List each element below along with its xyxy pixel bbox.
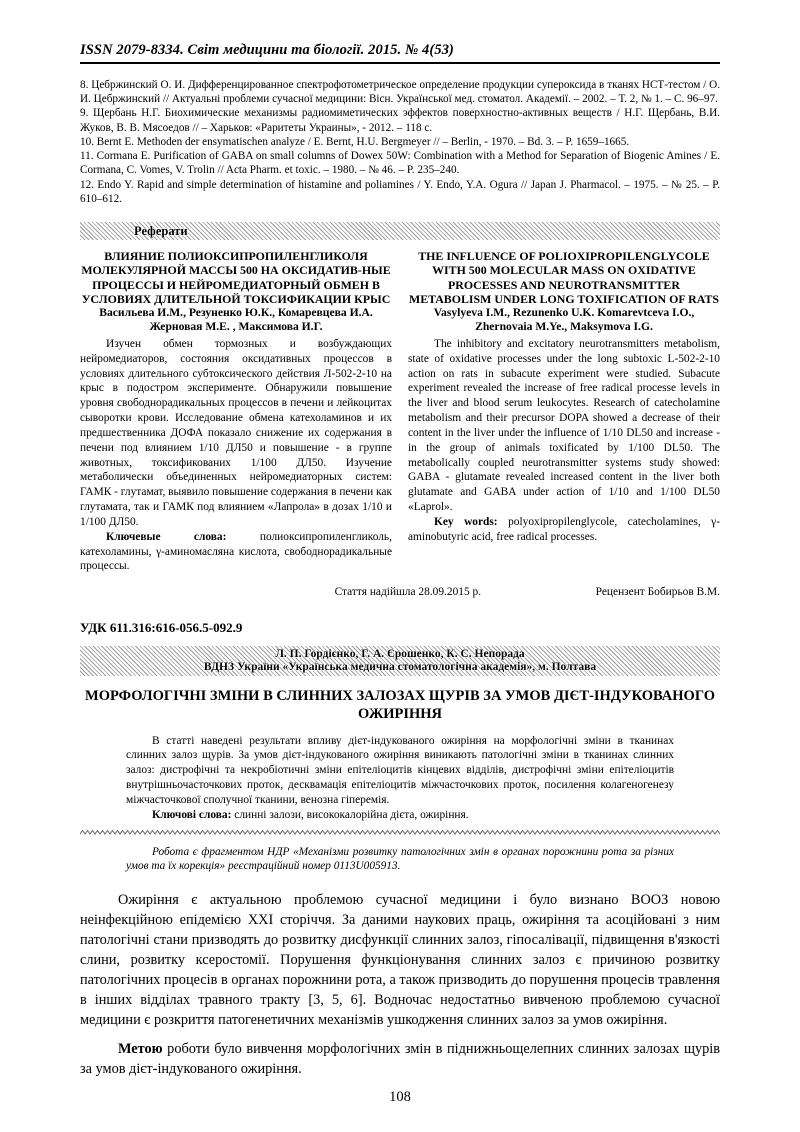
abstract-en-keywords: [408, 515, 720, 545]
article-abstract-ua: [126, 734, 674, 823]
abstract-en-body: The inhibitory and excitatory neurotransmitters metabolism, state of oxidative processes under the long subtoxic L-502-2-10 action on rats in subacute experiment were studied. Subacute experiment revealed the increase of free radical processe levels in the liver and blood serum leukocytes. Research of catecholamine metabolism and their precursor DOPA showed a decrease of their content in the liver under the influence of 1/10 DL50 and increase - in the group of animals toxificated by 1/100 DL50. The metabolically coupled neurotransmitter systems study showed: GABA - glutamate revealed increased content in the liver both glutamate and GABA under action of 1/10 and 1/100 DL50 «Laprol».: [408, 337, 720, 514]
article-keywords-ua: [126, 808, 674, 823]
abstract-ru-authors: Васильева И.М., Резуненко Ю.К., Комаревцева И.А. Жерновая М.Е. , Максимова И.Г.: [99, 306, 373, 333]
article-body: [80, 890, 720, 1079]
abstract-ru-keywords-value: полиоксипропиленгликоль, катехоламины, γ-аминомасляна кислота, свободнорадикальные процессы.: [80, 530, 392, 573]
reference-item: 9. Щербань Н.Г. Биохимические механизмы радиомиметических эффектов поверхностно-активных веществ / Н.Г. Щербань, В.И. Жуков, В. В. Мясоедов // – Харьков: «Раритеты Украины», - 2012. – 118 с.: [80, 107, 720, 134]
abstract-ru-keywords: [80, 530, 392, 574]
wavy-divider-icon: [80, 829, 720, 836]
article-authors-banner: [80, 646, 720, 676]
page-title: МОРФОЛОГІЧНІ ЗМІНИ В СЛИННИХ ЗАЛОЗАХ ЩУРІВ ЗА УМОВ ДІЄТ-ІНДУКОВАНОГО ОЖИРІННЯ: [85, 688, 715, 722]
abstracts-columns: [80, 249, 720, 574]
reference-item: 12. Endo Y. Rapid and simple determination of histamine and poliamines / Y. Endo, Y.A. Ogura // Japan J. Pharmacol. – 1975. – № 25. – P. 610–612.: [80, 178, 720, 205]
abstract-en-keywords-value: polyoxipropilenglycole, catecholamines, γ-aminobutyric acid, free radical processes.: [408, 515, 720, 543]
body-paragraph-text: роботи було вивчення морфологічних змін в піднижньощелепних слинних залозах щурів за умов дієт-індукованого ожиріння.: [80, 1040, 720, 1077]
body-paragraph: [80, 1039, 720, 1079]
body-paragraph: Ожиріння є актуальною проблемою сучасної медицини і було визнано ВООЗ новою неінфекційною епідемією XXI сторіччя. За даними наукових праць, ожиріння та асоційовані з ним патологічні стани призводять до розвитку дисфункції слинних залоз, гіпосалівації, підвищення в'язкості слини, розвитку ксеростомії. Порушення функціонування слинних залоз є причиною розвитку патологічних процесів в органах порожнини рота, а також призводить до порушення процесів травлення в інших відділах травного тракту [3, 5, 6]. Водночас недостатньо вивченою проблемою сучасної медицини є розкриття патогенетичних механізмів ушкодження слинних залоз за умов ожиріння.: [80, 891, 720, 1028]
udc-code: УДК 611.316:616-056.5-092.9: [80, 620, 243, 636]
abstract-ru-body: Изучен обмен тормозных и возбуждающих нейромедиаторов, состояния оксидативных процессов в условиях длительного субтоксического действия Л-502-2-10 на крыс в подостром эксперименте. Обнаружили повышение уровня свободнорадикальных процессов в печени и лейкоцитах сыворотки крови. Исследование обмена катехоламинов и их предшественника ДОФА показало снижение их содержания в печени под влиянием 1/10 ДЛ50 и повышение - в группе животных, токсификованих 1/100 ДЛ50. Изучение метаболически объединенных нейромедиаторных систем: ГАМК - глутамат, выявило повышение содержания в печени как глутамата, так и ГАМК под влиянием «Лапрола» в дозах 1/10 и 1/100 ДЛ50.: [80, 337, 392, 528]
submission-spacer: [80, 586, 220, 598]
abstract-en-title: THE INFLUENCE OF POLIOXIPROPILENGLYCOLE WITH 500 MOLECULAR MASS ON OXIDATIVE PROCESSES AND NEUROTRANSMITTER METABOLISM UNDER LONG TOXIFICATION OF RATS: [409, 248, 719, 306]
page-number: 108: [389, 1089, 411, 1105]
abstract-en-keywords-label: Key words:: [434, 515, 498, 528]
wavy-divider: [80, 829, 720, 836]
abstract-english: [408, 249, 720, 574]
running-header: ISSN 2079-8334. Світ медицини та біології. 2015. № 4(53): [80, 42, 454, 58]
article-authors: Л. П. Гордієнко, Г. А. Єрошенко, К. С. Непорада: [275, 647, 525, 660]
reference-item: 10. Bernt E. Methoden der ensymatischen analyze / E. Bernt, H.U. Bergmeyer // – Berlin, - 1970. – Bd. 3. – P. 1659–1665.: [80, 135, 630, 148]
abstract-russian: [80, 249, 392, 574]
article-affiliation: ВДНЗ України «Українська медична стоматологічна академія», м. Полтава: [203, 661, 597, 674]
body-paragraph-lead: Метою: [118, 1040, 163, 1057]
abstracts-section-banner: [80, 222, 720, 240]
reference-list: [80, 78, 720, 206]
abstracts-banner-label: Реферати: [134, 223, 188, 238]
abstract-ru-title: ВЛИЯНИЕ ПОЛИОКСИПРОПИЛЕНГЛИКОЛЯ МОЛЕКУЛЯРНОЙ МАССЫ 500 НА ОКСИДАТИВ-НЫЕ ПРОЦЕССЫ И НЕЙРОМЕДИАТОРНЫЙ ОБМЕН В УСЛОВИЯХ ДЛИТЕЛЬНОЙ ТОКСИФИКАЦИИ КРЫС: [81, 248, 391, 306]
header-rule: [80, 62, 720, 64]
abstract-en-authors: Vasylyeva I.M., Rezunenko U.K. Komarevtceva I.O., Zhernovaia M.Ye., Maksymova I.G.: [433, 306, 695, 333]
article-keywords-value: слинні залози, висококалорійна дієта, ожиріння.: [234, 808, 469, 821]
reference-item: 11. Cormana E. Purification of GABA on small columns of Dowex 50W: Combination with a Method for Separation of Biogenic Amines / E. Cormana, C. Vomes, V. Trolin // Acta Pharm. et toxic. – 1980. – № 46. – P. 235–240.: [80, 150, 720, 177]
submission-row: [80, 586, 720, 598]
article-keywords-label: Ключові слова:: [152, 808, 232, 821]
article-abstract-ua-text: В статті наведені результати впливу дієт-індукованого ожиріння на морфологічні зміни в тканинах слинних залоз щурів. За умов дієт-індукованого ожиріння виникають патологічні зміни в тканинах слинних залоз: дистрофічні та некробіотичні зміни епітеліоцитів кінцевих відділів, дистрофічні зміни епітеліоцитів внутрішньочасточкових проток, десквамація епітеліоцитів міжчасточкових проток, посилення колагеногенезу міжчасточкової сполучної тканини, венозна гіперемія.: [126, 734, 674, 806]
abstract-ru-keywords-label: Ключевые слова:: [106, 530, 227, 543]
ndr-note: Робота є фрагментом НДР «Механізми розвитку патологічних змін в органах порожнини рота за різних умов та їх корекція» реєстраційний номер 0113U005913.: [126, 845, 674, 873]
reference-item: 8. Цебржинский О. И. Дифференцированное спектрофотометрическое определение продукции супероксида в тканях НСТ-тестом / О. И. Цебржинский // Актуальні проблеми сучасної медицини: Вісн. Української мед. стоматол. Академії. – 2002. – Т. 2, № 1. – С. 96–97.: [80, 79, 720, 106]
submission-reviewer: Рецензент Бобирьов В.М.: [595, 586, 720, 599]
submission-received: Стаття надійшла 28.09.2015 р.: [334, 586, 482, 599]
